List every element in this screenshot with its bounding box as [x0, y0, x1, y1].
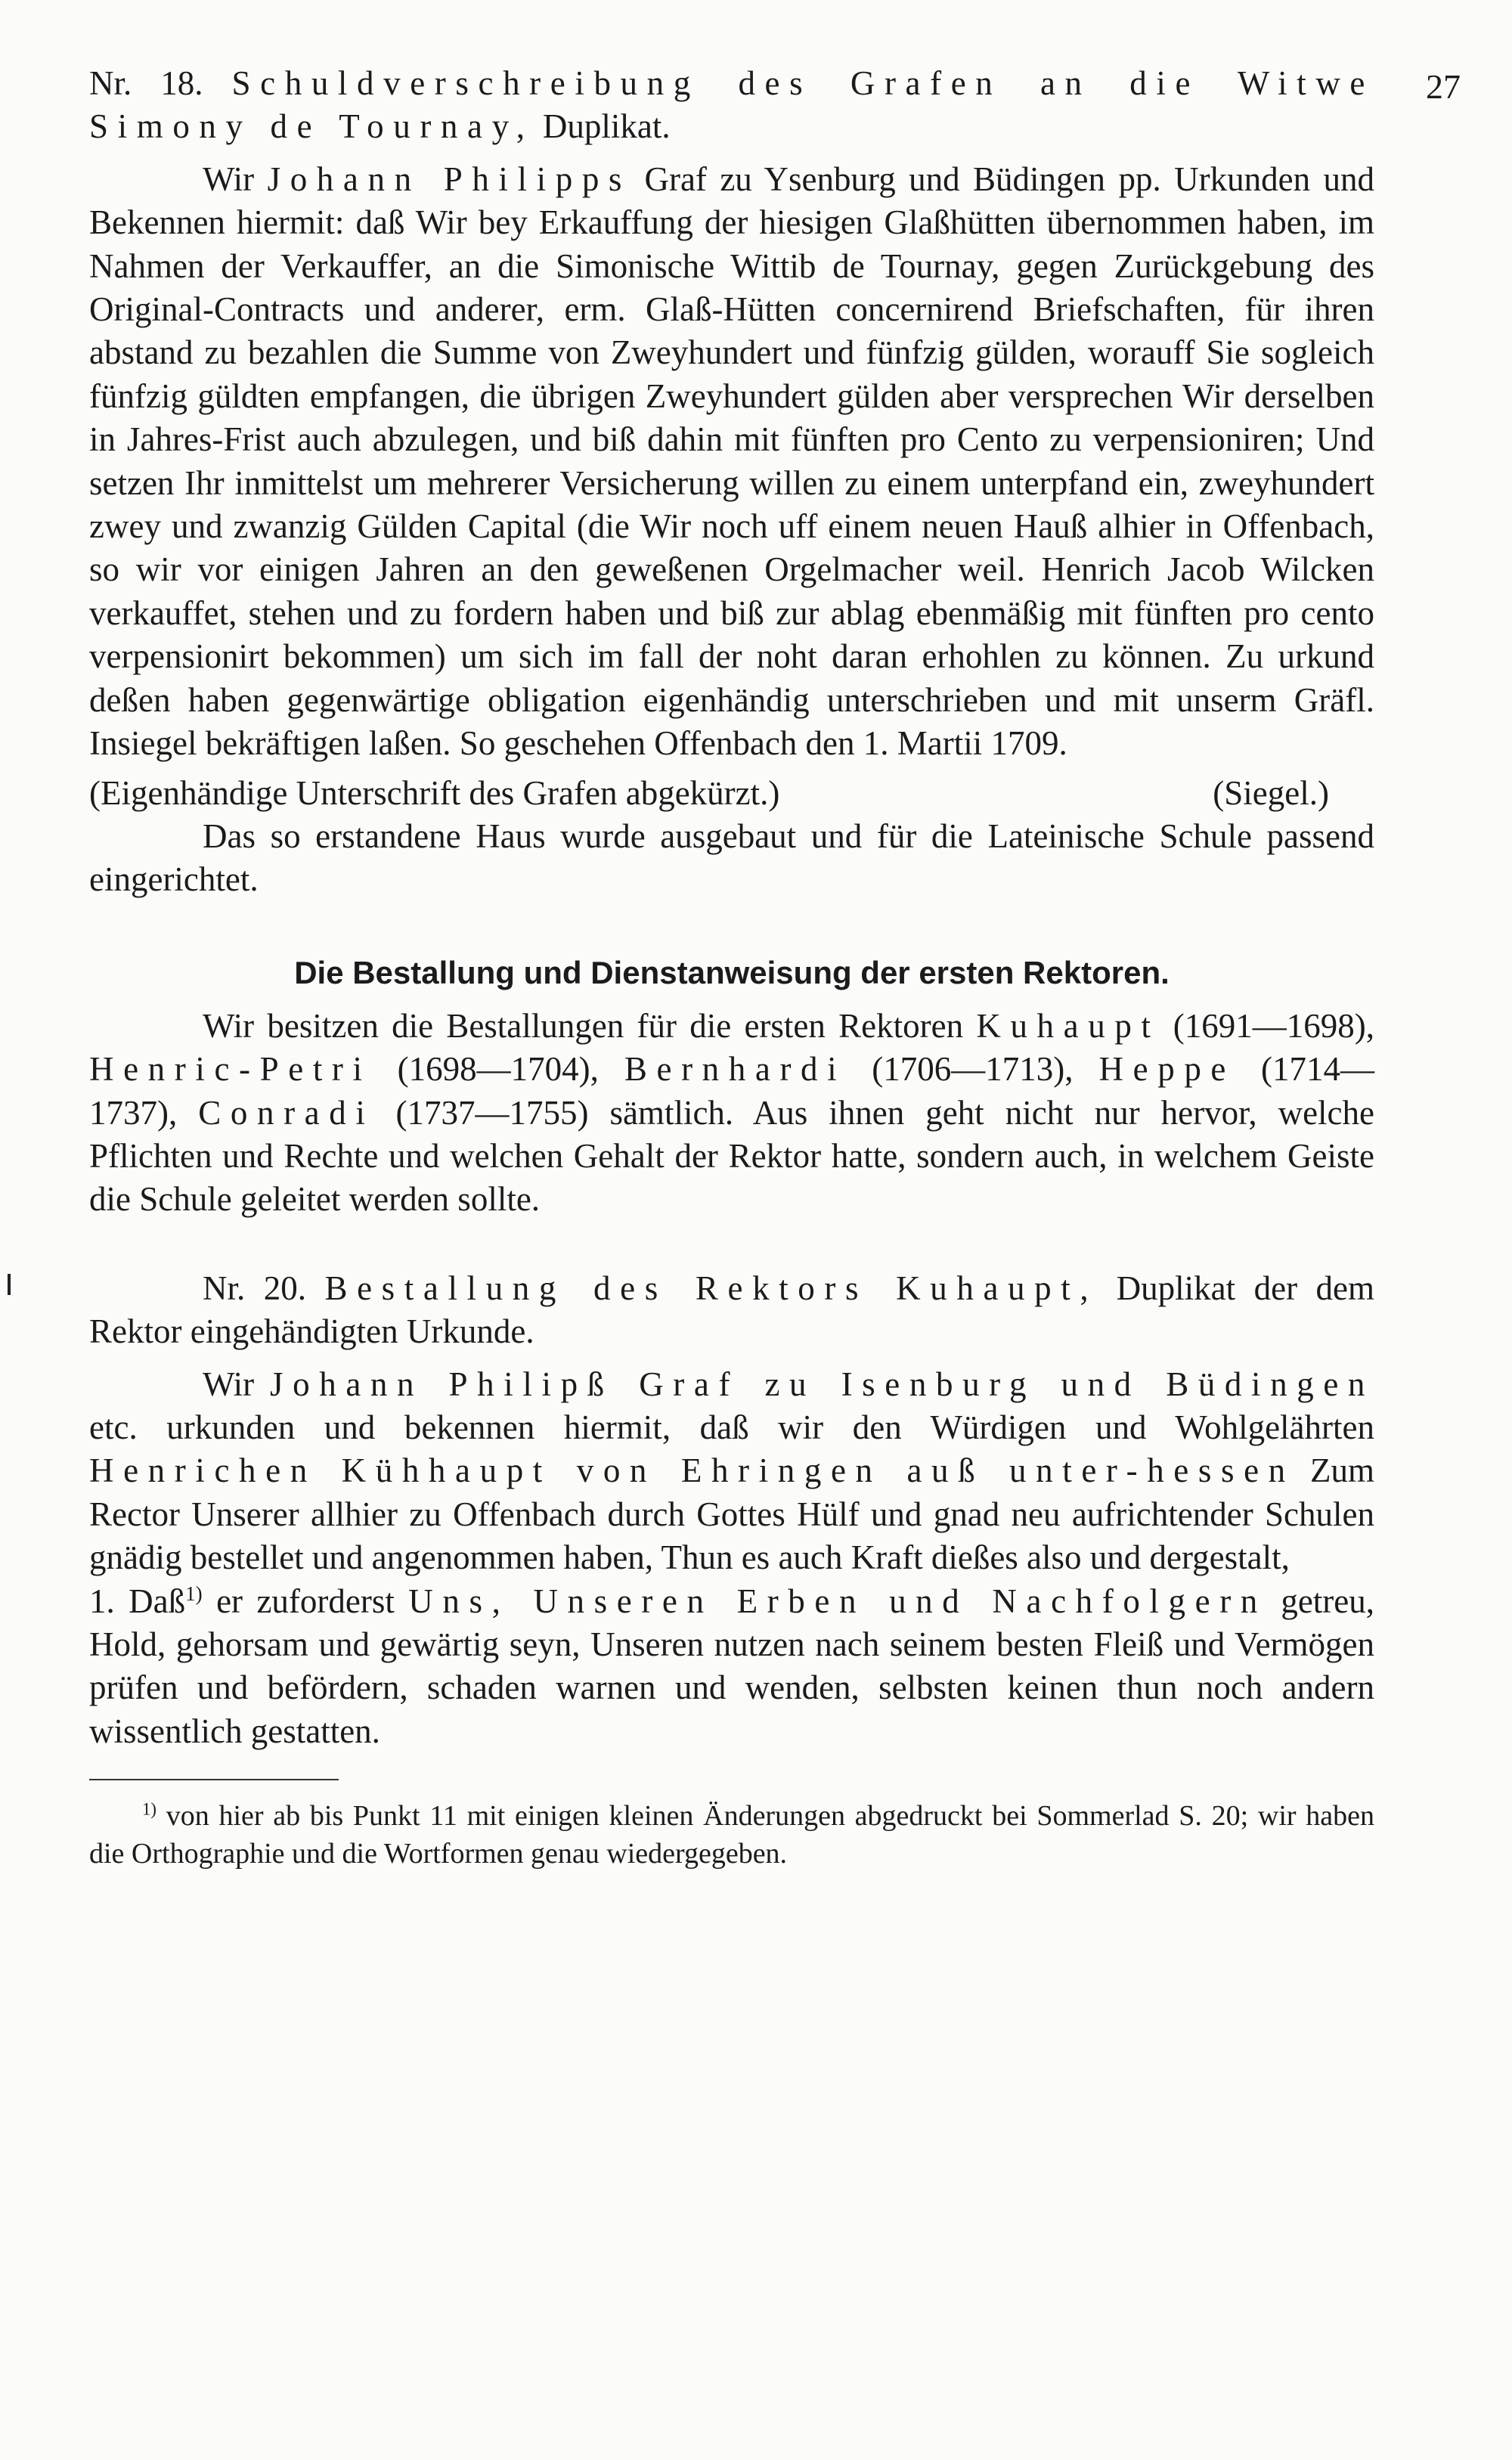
- footnote-divider: [89, 1779, 339, 1780]
- paragraph-text: etc. urkunden und bekennen hiermit, daß wir den Würdigen und Wohlgelährten: [89, 1408, 1374, 1446]
- commentary-paragraph: Das so erstandene Haus wurde ausgebaut und für die Lateinische Schule passend eingerichtet.: [89, 816, 1374, 899]
- title-spaced: Bestallung des Rektors Kuhaupt,: [324, 1269, 1098, 1307]
- paragraph-lead: Wir: [203, 160, 255, 198]
- rector-name-bernhardi: Bernhardi: [624, 1050, 847, 1089]
- rector-dates: (1691—1698),: [1173, 1006, 1375, 1045]
- footnote-text: von hier ab bis Punkt 11 mit einigen kleinen Änderungen abgedruckt bei Sommerlad S. 20; wir haben die Orthographie und die Wortformen genau wiedergegeben.: [89, 1800, 1374, 1870]
- spaced-name: Henrichen Kühhaupt von Ehringen auß unter-hessen: [89, 1452, 1295, 1490]
- section-heading: Die Bestallung und Dienstanweisung der ersten Rektoren.: [294, 954, 1170, 990]
- spaced-name: Johann Philipß Graf zu Isenburg und Büdingen: [270, 1365, 1375, 1403]
- title-number: Nr. 20.: [203, 1269, 306, 1307]
- rector-dates: (1706—1713),: [872, 1050, 1074, 1089]
- paragraph-text: (1737—1755) sämtlich. Aus ihnen geht nicht nur hervor, welche Pflichten und Rechte und welchen Gehalt der Rektor hatte, sondern auch, in welchem Geiste die Schule geleitet werden sollte.: [89, 1093, 1374, 1219]
- paragraph-text: Zum Rector Unserer allhier zu Offenbach durch Gottes Hülf und gnad neu aufrichtender Schulen gnädig bestellet und angenommen haben, Thun es auch Kraft dießes also und dergestalt,: [89, 1452, 1374, 1577]
- rector-name-henric-petri: Henric-Petri: [89, 1050, 372, 1089]
- document-paragraph: [89, 158, 1374, 766]
- paragraph-text: Graf zu Ysenburg und Büdingen pp. Urkunden und Bekennen hiermit: daß Wir bey Erkauffung der hiesigen Glaßhütten übernommen haben, im Nahmen der Verkauffer, an die Simonische Wittib de Tournay, gegen Zurückgebung des Original-Contracts und anderer, erm. Glaß-Hütten concernirend Briefschaften, für ihren abstand zu bezahlen die Summe von Zweyhundert und fünfzig gülden, worauff Sie sogleich fünfzig güldten empfangen, die übrigen Zweyhundert gülden aber versprechen Wir derselben in Jahres-Frist auch abzulegen, und biß dahin mit fünften pro Cento zu verpensioniren; Und setzen Ihr inmittelst um mehrerer Versicherung willen zu einem unterpfand ein, zweyhundert zwey und zwanzig Gülden Capital (die Wir noch uff einem neuen Hauß alhier in Offenbach, so wir vor einigen Jahren an den geweßenen Orgelmacher weil. Henrich Jacob Wilcken verkauffet, stehen und zu fordern haben und biß zur ablag ebenmäßig mit fünften pro cento verpensionirt bekommen) um sich im fall der noht daran erhohlen zu können. Zu urkund deßen haben gegenwärtige obligation eigenhändig unterschrieben und mit unserm Gräfl. Insiegel bekräftigen laßen. So geschehen Offenbach den 1. Martii 1709.: [89, 160, 1374, 763]
- item-lead: 1. Daß: [89, 1582, 186, 1620]
- page-number: 27: [1426, 67, 1461, 106]
- rector-name-kuhaupt: Kuhaupt: [976, 1006, 1160, 1045]
- paragraph-text: Wir besitzen die Bestallungen für die ersten Rektoren: [203, 1006, 964, 1045]
- numbered-item-1: [89, 1580, 1374, 1754]
- rector-dates: (1714—1737),: [89, 1050, 1375, 1132]
- title-number: Nr. 18.: [89, 64, 203, 102]
- page-body: [89, 62, 1374, 1873]
- signature-left: (Eigenhändige Unterschrift des Grafen abgekürzt.): [89, 773, 780, 812]
- item-text: er zuforderst: [216, 1582, 395, 1620]
- title-spaced: Schuldverschreibung des Grafen an die Witwe Simony de Tournay,: [89, 64, 1374, 146]
- margin-mark: [8, 1274, 11, 1295]
- rector-name-conradi: Conradi: [198, 1093, 375, 1132]
- title-tail: Duplikat der dem Rektor eingehändigten Urkunde.: [89, 1269, 1375, 1351]
- appointment-paragraph: [89, 1363, 1374, 1580]
- rector-name-heppe: Heppe: [1098, 1050, 1235, 1089]
- footnote: [89, 1797, 1374, 1873]
- rector-dates: (1698—1704),: [397, 1050, 599, 1089]
- signature-line: [89, 772, 1374, 815]
- title-tail: Duplikat.: [542, 107, 671, 146]
- paragraph-lead: Wir: [203, 1365, 255, 1403]
- footnote-marker: 1): [142, 1799, 156, 1819]
- footnote-reference: 1): [185, 1582, 203, 1605]
- spaced-phrase: Uns, Unseren Erben und Nachfolgern: [408, 1582, 1267, 1620]
- document-title-nr20: [89, 1267, 1374, 1354]
- document-title-nr18: [89, 62, 1374, 149]
- item-text: getreu, Hold, gehorsam und gewärtig seyn, Unseren nutzen nach seinem besten Fleiß und Vermögen prüfen und befördern, schaden warnen und wenden, selbsten keinen thun noch andern wissentlich gestatten.: [89, 1582, 1374, 1750]
- spaced-name: Johann Philipps: [267, 160, 632, 198]
- seal-note: (Siegel.): [1213, 773, 1329, 812]
- rectors-paragraph: [89, 1005, 1374, 1222]
